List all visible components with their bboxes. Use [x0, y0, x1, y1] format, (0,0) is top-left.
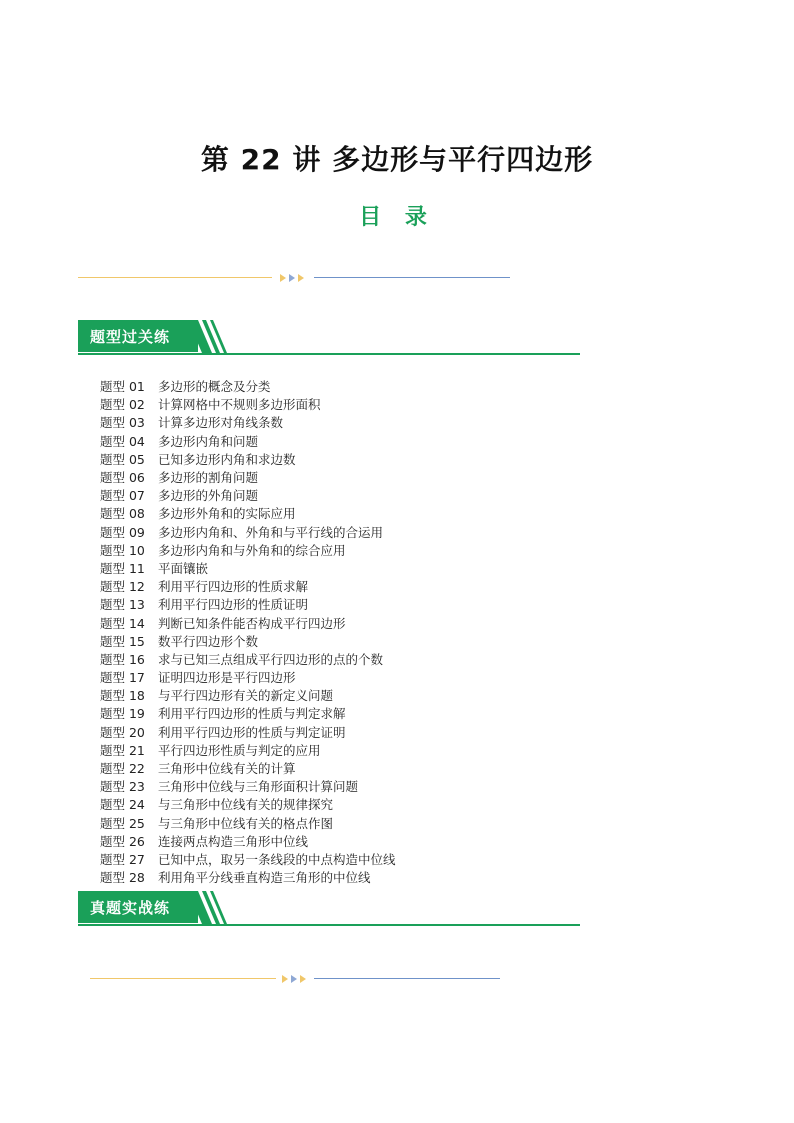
toc-item-title: 利用角平分线垂直构造三角形的中位线 — [158, 870, 371, 886]
toc-item-number: 题型 01 — [100, 379, 145, 395]
toc-item-number: 题型 07 — [100, 488, 145, 504]
toc-item-number: 题型 06 — [100, 470, 145, 486]
toc-item-number: 题型 18 — [100, 688, 145, 704]
toc-item[interactable] — [100, 395, 580, 413]
toc-item-number: 题型 28 — [100, 870, 145, 886]
toc-item-title: 连接两点构造三角形中位线 — [158, 833, 309, 849]
toc-item-title: 多边形的割角问题 — [158, 470, 259, 486]
toc-item-title: 三角形中位线与三角形面积计算问题 — [158, 779, 359, 795]
toc-item-number: 题型 02 — [100, 397, 145, 413]
toc-item[interactable] — [100, 523, 580, 541]
toc-item-number: 题型 21 — [100, 742, 145, 758]
toc-item-number: 题型 11 — [100, 560, 145, 576]
section-rule — [78, 353, 580, 355]
toc-item-number: 题型 03 — [100, 415, 145, 431]
toc-item-title: 多边形的外角问题 — [158, 488, 259, 504]
toc-item-title: 数平行四边形个数 — [158, 633, 259, 649]
toc-item-number: 题型 22 — [100, 761, 145, 777]
divider-top — [78, 274, 518, 282]
toc-item-number: 题型 27 — [100, 851, 145, 867]
divider-line-left — [78, 277, 272, 278]
toc-item-number: 题型 04 — [100, 433, 145, 449]
toc-item-title: 利用平行四边形的性质与判定证明 — [158, 724, 346, 740]
toc-item-title: 平面镶嵌 — [158, 560, 209, 576]
toc-item-title: 利用平行四边形的性质证明 — [158, 597, 309, 613]
section-label: 题型过关练 — [90, 328, 171, 346]
toc-item-title: 多边形内角和问题 — [158, 433, 259, 449]
toc-item-title: 已知多边形内角和求边数 — [158, 451, 296, 467]
toc-item-number: 题型 09 — [100, 524, 145, 540]
divider-line-right — [314, 978, 500, 979]
toc-item[interactable] — [100, 577, 580, 595]
toc-item[interactable] — [100, 432, 580, 450]
triple-arrow-icon — [280, 972, 310, 986]
toc-item-title: 平行四边形性质与判定的应用 — [158, 742, 321, 758]
toc-item[interactable] — [100, 814, 580, 832]
toc-item-title: 判断已知条件能否构成平行四边形 — [158, 615, 346, 631]
toc-item-number: 题型 26 — [100, 833, 145, 849]
divider-line-right — [314, 277, 510, 278]
triple-arrow-icon — [278, 271, 308, 285]
toc-item-title: 与三角形中位线有关的规律探究 — [158, 797, 334, 813]
stripes-decoration-icon — [188, 320, 228, 353]
toc-item-title: 与三角形中位线有关的格点作图 — [158, 815, 334, 831]
toc-item-title: 证明四边形是平行四边形 — [158, 670, 296, 686]
toc-item-number: 题型 24 — [100, 797, 145, 813]
toc-item-number: 题型 13 — [100, 597, 145, 613]
toc-item-title: 多边形的概念及分类 — [158, 379, 271, 395]
toc-item-number: 题型 05 — [100, 451, 145, 467]
toc-list — [100, 377, 580, 886]
toc-item-title: 与平行四边形有关的新定义问题 — [158, 688, 334, 704]
toc-item[interactable] — [100, 759, 580, 777]
toc-item[interactable] — [100, 613, 580, 631]
toc-item-number: 题型 08 — [100, 506, 145, 522]
toc-item[interactable] — [100, 541, 580, 559]
toc-item[interactable] — [100, 632, 580, 650]
toc-item[interactable] — [100, 723, 580, 741]
toc-item-number: 题型 14 — [100, 615, 145, 631]
toc-item-title: 已知中点，取另一条线段的中点构造中位线 — [158, 851, 396, 867]
toc-item-title: 计算多边形对角线条数 — [158, 415, 284, 431]
toc-item-number: 题型 20 — [100, 724, 145, 740]
toc-item-number: 题型 12 — [100, 579, 145, 595]
section-label: 真题实战练 — [90, 899, 171, 917]
toc-item-number: 题型 10 — [100, 542, 145, 558]
toc-item[interactable] — [100, 377, 580, 395]
toc-item-title: 三角形中位线有关的计算 — [158, 761, 296, 777]
toc-item-number: 题型 23 — [100, 779, 145, 795]
toc-item[interactable] — [100, 850, 580, 868]
divider-line-left — [90, 978, 276, 979]
toc-item-number: 题型 15 — [100, 633, 145, 649]
toc-item[interactable] — [100, 413, 580, 431]
divider-bottom — [90, 975, 530, 983]
toc-item[interactable] — [100, 595, 580, 613]
stripes-decoration-icon — [188, 891, 228, 924]
section-header-practice — [78, 320, 580, 356]
toc-item-number: 题型 17 — [100, 670, 145, 686]
section-rule — [78, 924, 580, 926]
toc-item[interactable] — [100, 777, 580, 795]
toc-item[interactable] — [100, 795, 580, 813]
toc-item[interactable] — [100, 450, 580, 468]
section-header-exam — [78, 891, 580, 927]
toc-item[interactable] — [100, 504, 580, 522]
toc-item-title: 利用平行四边形的性质求解 — [158, 579, 309, 595]
toc-item-title: 多边形内角和、外角和与平行线的合运用 — [158, 524, 384, 540]
toc-item[interactable] — [100, 868, 580, 886]
toc-item[interactable] — [100, 704, 580, 722]
toc-item-title: 计算网格中不规则多边形面积 — [158, 397, 321, 413]
toc-item[interactable] — [100, 741, 580, 759]
toc-item-number: 题型 16 — [100, 651, 145, 667]
toc-item[interactable] — [100, 559, 580, 577]
toc-item[interactable] — [100, 486, 580, 504]
toc-item-title: 多边形外角和的实际应用 — [158, 506, 296, 522]
toc-item-number: 题型 25 — [100, 815, 145, 831]
toc-item[interactable] — [100, 668, 580, 686]
toc-item-number: 题型 19 — [100, 706, 145, 722]
toc-item-title: 利用平行四边形的性质与判定求解 — [158, 706, 346, 722]
toc-item-title: 求与已知三点组成平行四边形的点的个数 — [158, 651, 384, 667]
toc-item[interactable] — [100, 650, 580, 668]
toc-item[interactable] — [100, 468, 580, 486]
toc-item[interactable] — [100, 686, 580, 704]
toc-item[interactable] — [100, 832, 580, 850]
toc-heading: 目 录 — [359, 205, 435, 230]
toc-item-title: 多边形内角和与外角和的综合应用 — [158, 542, 346, 558]
page-title: 第 22 讲 多边形与平行四边形 — [200, 143, 594, 176]
